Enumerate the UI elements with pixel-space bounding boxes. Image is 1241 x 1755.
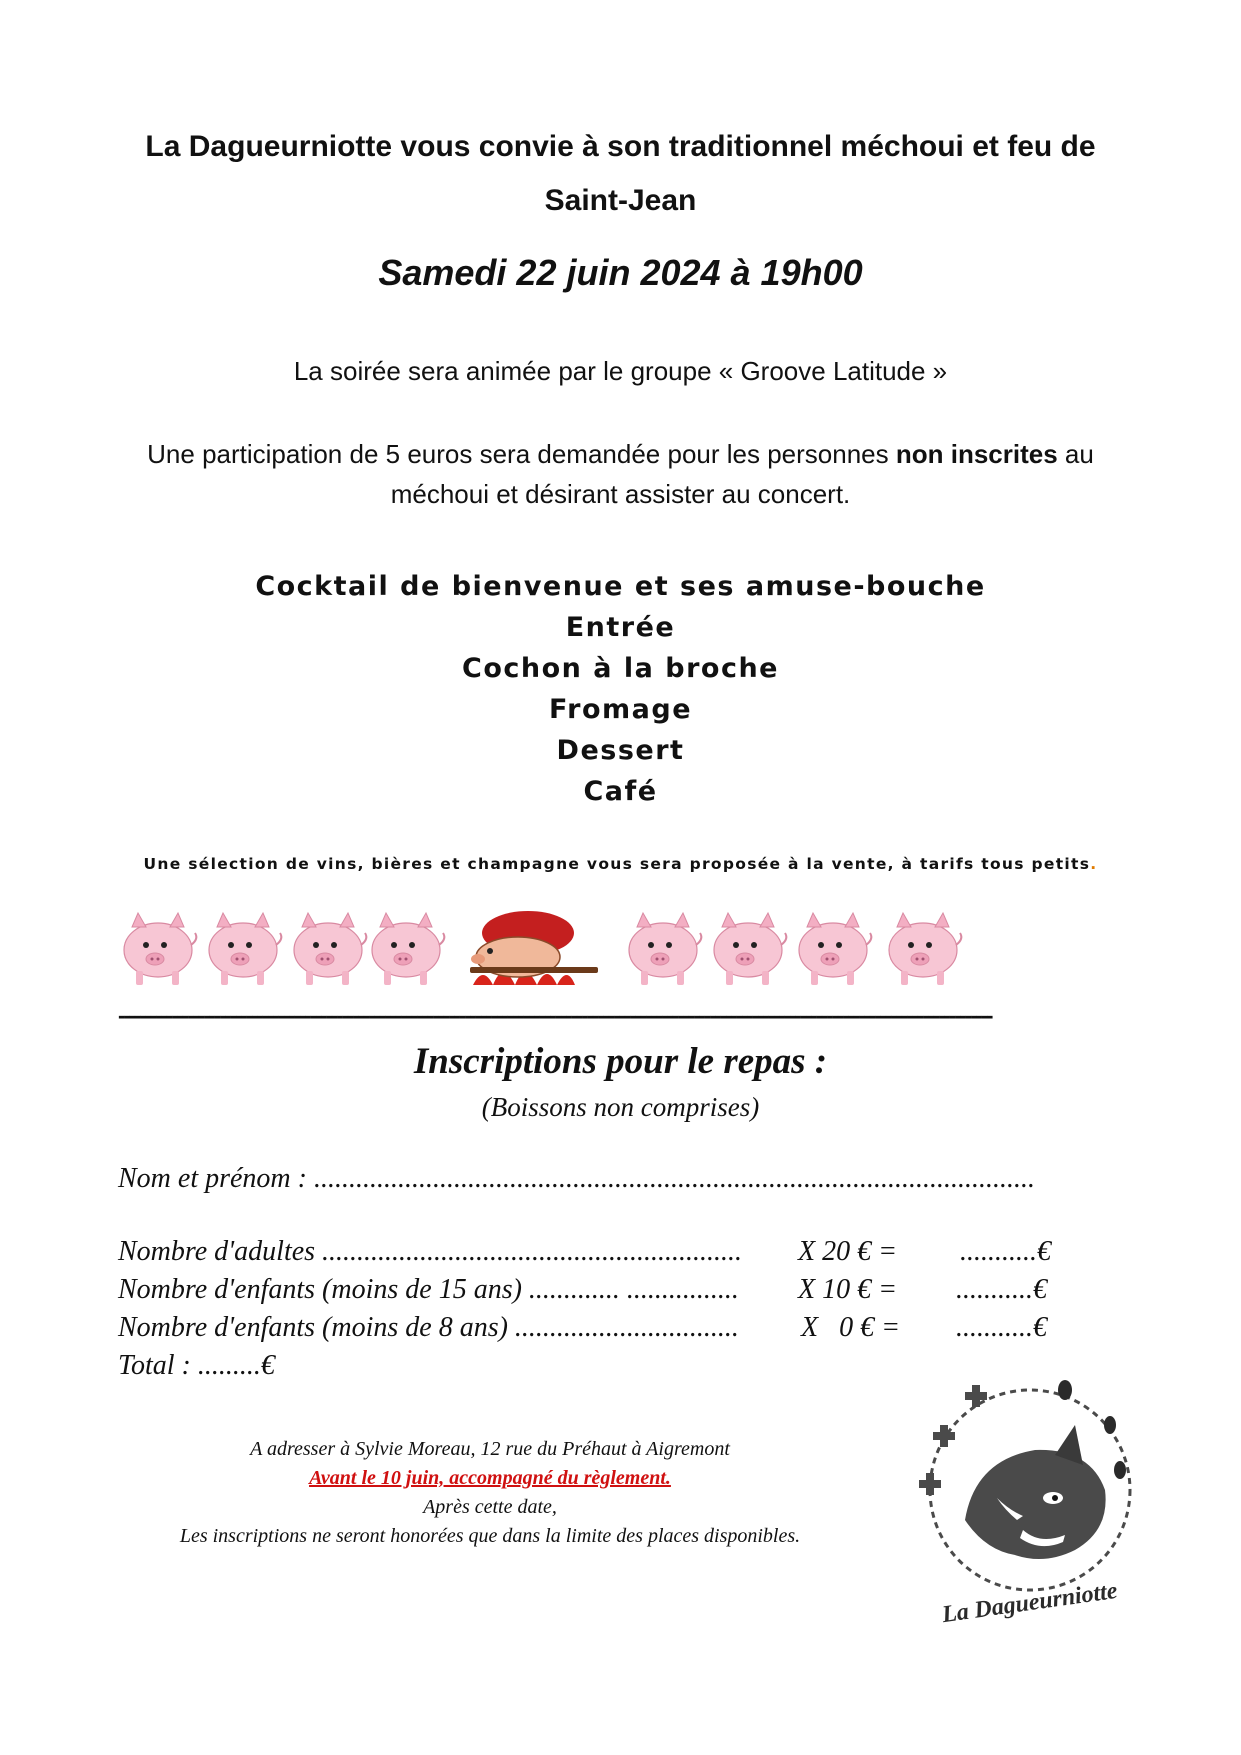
participation-after: au méchoui et désirant assister au concert. xyxy=(390,439,1094,509)
participation-text xyxy=(140,434,1101,514)
menu-item: Cochon à la broche xyxy=(462,653,779,684)
deadline-notice: Avant le 10 juin, accompagné du règlement. xyxy=(309,1467,671,1489)
pig-icon xyxy=(124,913,196,985)
inscriptions-title: Inscriptions pour le repas : xyxy=(413,1041,828,1082)
pig-icon xyxy=(372,913,444,985)
pig-icon xyxy=(799,913,871,985)
enfants-8-label: Nombre d'enfants (moins de 8 ans) ................................ xyxy=(118,1312,739,1343)
dagueurniotte-logo xyxy=(905,1370,1155,1630)
availability-line: Les inscriptions ne seront honorées que dans la limite des places disponibles. xyxy=(179,1525,801,1547)
wines-dot: . xyxy=(1090,855,1098,873)
participation-bold: non inscrites xyxy=(895,439,1058,469)
menu-item: Entrée xyxy=(565,612,676,643)
pig-icon xyxy=(714,913,786,985)
enfants-8-amount: ...........€ xyxy=(956,1312,1047,1343)
enfants-15-label: Nombre d'enfants (moins de 15 ans) ............. ................ xyxy=(118,1274,739,1305)
cross-icon xyxy=(919,1385,987,1495)
page-title: La Dagueurniotte vous convie à son traditionnel méchoui et feu de Saint-Jean xyxy=(145,130,1096,217)
after-date-line: Après cette date, xyxy=(423,1496,557,1518)
participation-before: Une participation de 5 euros sera demandée pour les personnes xyxy=(147,439,896,469)
menu-list xyxy=(0,566,1241,812)
roast-pig-icon xyxy=(470,911,598,985)
logo-text: La Dagueurniotte xyxy=(940,1577,1120,1629)
pig-icon xyxy=(629,913,701,985)
pig-icon xyxy=(889,913,961,985)
inscriptions-subtitle: (Boissons non comprises) xyxy=(481,1092,760,1122)
adultes-amount: ...........€ xyxy=(960,1236,1051,1267)
total-field[interactable]: Total : .........€ xyxy=(118,1350,275,1381)
adultes-row[interactable] xyxy=(118,1236,1118,1268)
wines-note xyxy=(0,855,1241,873)
wines-text: Une sélection de vins, bières et champagne vous sera proposée à la vente, à tarifs tous petits xyxy=(143,855,1091,873)
boar-head-icon xyxy=(965,1425,1106,1559)
event-date: Samedi 22 juin 2024 à 19h00 xyxy=(378,252,863,293)
menu-item: Cocktail de bienvenue et ses amuse-bouche xyxy=(255,571,986,602)
enfants-15-row[interactable] xyxy=(118,1274,1118,1306)
soiree-text: La soirée sera animée par le groupe « Groove Latitude » xyxy=(293,356,948,386)
enfants-8-row[interactable] xyxy=(118,1312,1118,1344)
enfants-8-price: X 0 € = xyxy=(801,1312,900,1343)
nom-prenom-field[interactable]: Nom et prénom : ....................................................................................................... xyxy=(118,1163,1035,1194)
adultes-label: Nombre d'adultes ............................................................ xyxy=(118,1236,743,1267)
pig-icon xyxy=(294,913,366,985)
enfants-15-price: X 10 € = xyxy=(798,1274,897,1305)
menu-item: Dessert xyxy=(556,735,685,766)
address-line: A adresser à Sylvie Moreau, 12 rue du Préhaut à Aigremont xyxy=(250,1438,730,1460)
adultes-price: X 20 € = xyxy=(798,1236,897,1267)
menu-item: Fromage xyxy=(548,694,693,725)
pig-illustration-row xyxy=(118,905,1118,995)
pig-icon xyxy=(209,913,281,985)
menu-item: Café xyxy=(583,776,658,807)
enfants-15-amount: ...........€ xyxy=(956,1274,1047,1305)
section-divider: -------------------------------------------------------------------------------------------------------------------------------------------------------------------- xyxy=(118,1005,992,1027)
address-block xyxy=(100,1435,880,1551)
